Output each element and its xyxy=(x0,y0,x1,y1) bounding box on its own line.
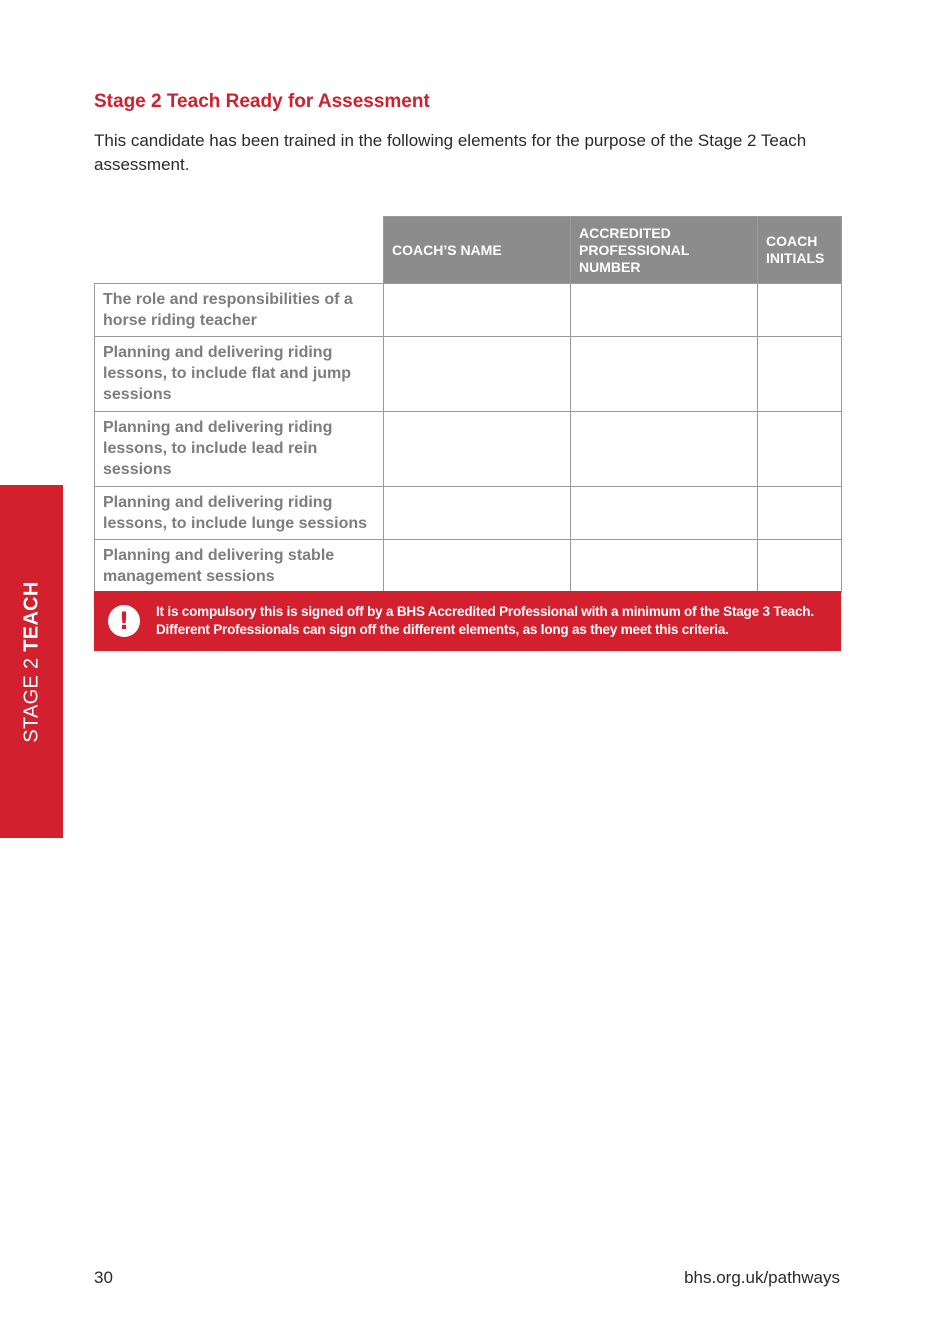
side-tab-label xyxy=(20,581,43,742)
section-side-tab xyxy=(0,485,63,838)
notice-text: It is compulsory this is signed off by a BHS Accredited Professional with a minimum of the Stage 3 Teach. Different Professionals can sign off the different elements, as long as they meet this criteria. xyxy=(156,604,814,637)
table-row xyxy=(95,487,842,540)
side-tab-prefix: STAGE 2 xyxy=(20,657,42,743)
row-label: Planning and delivering riding lessons, to include lead rein sessions xyxy=(95,412,384,487)
table-row xyxy=(95,412,842,487)
header-coach-initials: COACH INITIALS xyxy=(758,217,842,284)
coach-initials-field[interactable] xyxy=(758,412,842,487)
coach-initials-field[interactable] xyxy=(758,284,842,337)
compulsory-notice xyxy=(94,591,841,651)
coach-initials-field[interactable] xyxy=(758,540,842,593)
accredited-number-field[interactable] xyxy=(571,337,758,412)
header-accredited-number: ACCREDITED PROFESSIONAL NUMBER xyxy=(571,217,758,284)
coach-initials-field[interactable] xyxy=(758,337,842,412)
table-row xyxy=(95,540,842,593)
accredited-number-field[interactable] xyxy=(571,540,758,593)
footer-url: bhs.org.uk/pathways xyxy=(684,1268,840,1287)
intro-text: This candidate has been trained in the following elements for the purpose of the Stage 2 Teach assessment. xyxy=(94,131,807,174)
row-label: Planning and delivering stable management sessions xyxy=(95,540,384,593)
side-tab-bold: TEACH xyxy=(20,580,42,652)
coach-name-field[interactable] xyxy=(384,412,571,487)
accredited-number-field[interactable] xyxy=(571,412,758,487)
page-number: 30 xyxy=(94,1268,113,1287)
header-coach-name: COACH’S NAME xyxy=(384,217,571,284)
coach-name-field[interactable] xyxy=(384,337,571,412)
coach-name-field[interactable] xyxy=(384,487,571,540)
accredited-number-field[interactable] xyxy=(571,284,758,337)
row-label: The role and responsibilities of a horse riding teacher xyxy=(95,284,384,337)
assessment-table xyxy=(94,216,842,593)
row-label: Planning and delivering riding lessons, to include flat and jump sessions xyxy=(95,337,384,412)
page-title: Stage 2 Teach Ready for Assessment xyxy=(94,91,430,112)
table-row xyxy=(95,284,842,337)
coach-name-field[interactable] xyxy=(384,540,571,593)
coach-initials-field[interactable] xyxy=(758,487,842,540)
accredited-number-field[interactable] xyxy=(571,487,758,540)
exclamation-icon: ! xyxy=(108,605,140,637)
table-row xyxy=(95,337,842,412)
table-corner xyxy=(95,217,384,284)
row-label: Planning and delivering riding lessons, to include lunge sessions xyxy=(95,487,384,540)
coach-name-field[interactable] xyxy=(384,284,571,337)
